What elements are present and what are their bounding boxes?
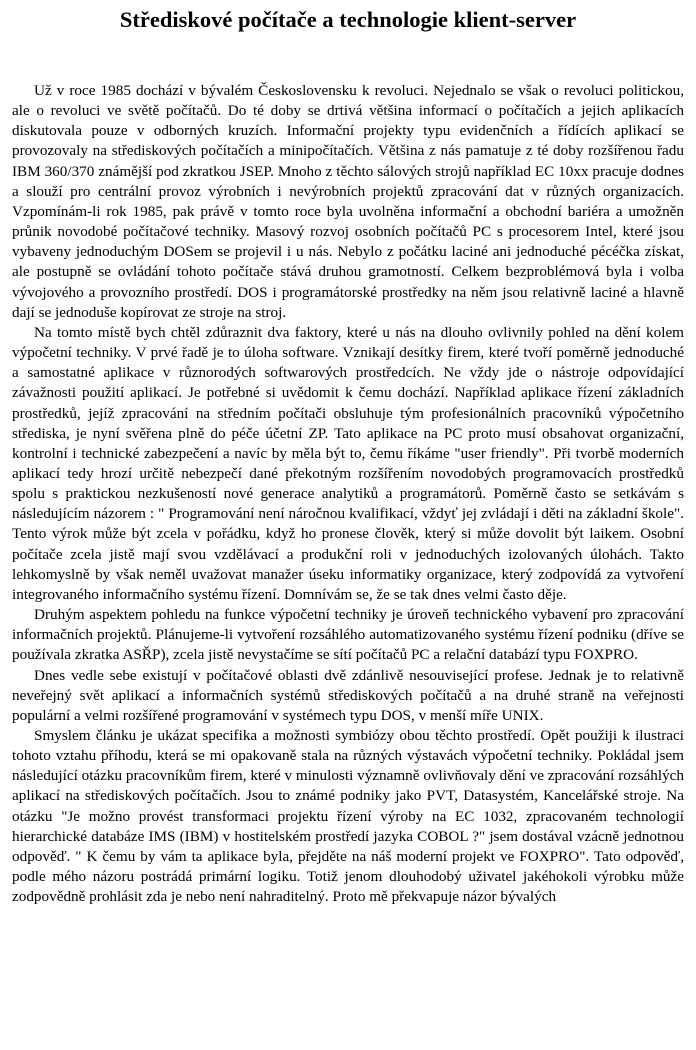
document-title: Střediskové počítače a technologie klient-server bbox=[119, 7, 577, 32]
document-body bbox=[12, 81, 684, 907]
paragraph-2: Na tomto místě bych chtěl zdůraznit dva faktory, které u nás na dlouho ovlivnily pohled na dění kolem výpočetní techniky. V prvé řadě je to úloha software. Vznikají desítky firem, které tvoří poměrně jednoduché a samostatné aplikace v různorodých softwarových prostředcích. Ne vždy jde o nástroje odpovídající závažnosti použití aplikací. Je potřebné si uvědomit k čemu dochází. Například aplikace řízení základních prostředků, jejíž zpracování na středním počítači obsluhuje tým profesionálních pracovníků výpočetního střediska, je nyní svěřena plně do péče účetní ZP. Tato aplikace na PC proto musí obsahovat organizační, kontrolní i technické zabezpečení a navíc by měla být to, čemu říkáme "user friendly". Při tvorbě moderních aplikací tedy hrozí určitě nebezpečí dané překotným rozšířením novodobých programovacích prostředků spolu s praktickou nezkušeností nové generace analytiků a programátorů. Poměrně často se setkávám s následujícím názorem : " Programování není náročnou kvalifikací, vždyť jej zvládají i děti na základní škole". Tento výrok může být zcela v pořádku, když ho pronese člověk, který si může dovolit být laikem. Osobní počítače zcela jistě mají svou vzdělávací a produkční roli v jednoduchých izolovaných úlohách. Takto lehkomyslně by však neměl uvažovat manažer úseku informatiky organizace, který zodpovídá za vytvoření integrovaného informačního systému řízení. Domnívám se, že se tak dnes velmi často děje. bbox=[12, 323, 684, 603]
paragraph-1: Už v roce 1985 dochází v bývalém Československu k revoluci. Nejednalo se však o revoluci politickou, ale o revoluci ve světě počítačů. Do té doby se drtivá většina informací o počítačích a jejich aplikacích diskutovala pouze v odborných kruzích. Informační projekty typu evidenčních a řídících aplikací se provozovaly na střediskových počítačích a minipočítačích. Většina z nás pamatuje z té doby rozšířenou řadu IBM 360/370 známější pod zkratkou JSEP. Mnoho z těchto sálových strojů například EC 10xx pracuje dodnes a slouží pro centrální provoz výrobních i nevýrobních projektů zpracování dat v různých organizacích. Vzpomínám-li rok 1985, pak právě v tomto roce byla uvolněna informační a obchodní bariéra a umožněn průnik novodobé počítačové techniky. Masový rozvoj osobních počítačů PC s procesorem Intel, které jsou vybaveny jednoduchým DOSem se projevil i u nás. Nebylo z počátku laciné ani jednoduché pécéčka získat, ale postupně se ovládání tohoto počítače stává druhou gramotností. Celkem bezproblémová byla i volba vývojového a provozního prostředí. DOS i programátorské prostředky na něm jsou relativně laciné a hlavně dají se jednoduše kopírovat ze stroje na stroj. bbox=[12, 82, 684, 321]
paragraph-4: Dnes vedle sebe existují v počítačové oblasti dvě zdánlivě nesouvisející profese. Jednak je to relativně neveřejný svět aplikací a informačních systémů střediskových počítačů a na druhé straně na veřejnosti populární a velmi rozšířené programování v systémech typu DOS, v menší míře UNIX. bbox=[12, 666, 684, 724]
paragraph-3: Druhým aspektem pohledu na funkce výpočetní techniky je úroveň technického vybavení pro zpracování informačních projektů. Plánujeme-li vytvoření rozsáhlého automatizovaného systému řízení podniku (dříve se používala zkratka ASŘP), zcela jistě nevystačíme se sítí počítačů PC a relační databází typu FOXPRO. bbox=[12, 606, 684, 664]
paragraph-5: Smyslem článku je ukázat specifika a možnosti symbiózy obou těchto prostředí. Opět použiji k ilustraci tohoto vztahu příhodu, která se mi opakovaně stala na různých výstavách výpočetní techniky. Pokládal jsem následující otázku pracovníkům firem, které v minulosti významně ovlivňovaly dění ve zpracování rozsáhlých aplikací na střediskových počítačích. Jsou to známé podniky jako PVT, Datasystém, Kancelářské stroje. Na otázku "Je možno provést transformaci projektu řízení výroby na EC 1032, zpracovaném technologií hierarchické databáze IMS (IBM) v hostitelském prostředí jazyka COBOL ?" jsem dostával vzácně jednotnou odpověď. " K čemu by vám ta aplikace byla, přejděte na náš moderní projekt ve FOXPRO". Tato odpověď, podle mého názoru postrádá primární logiku. Totiž jenom dlouhodobý uživatel jakéhokoli výrobku může zodpovědně prohlásit zda je nebo není nahraditelný. Proto mě překvapuje názor bývalých bbox=[12, 727, 684, 906]
